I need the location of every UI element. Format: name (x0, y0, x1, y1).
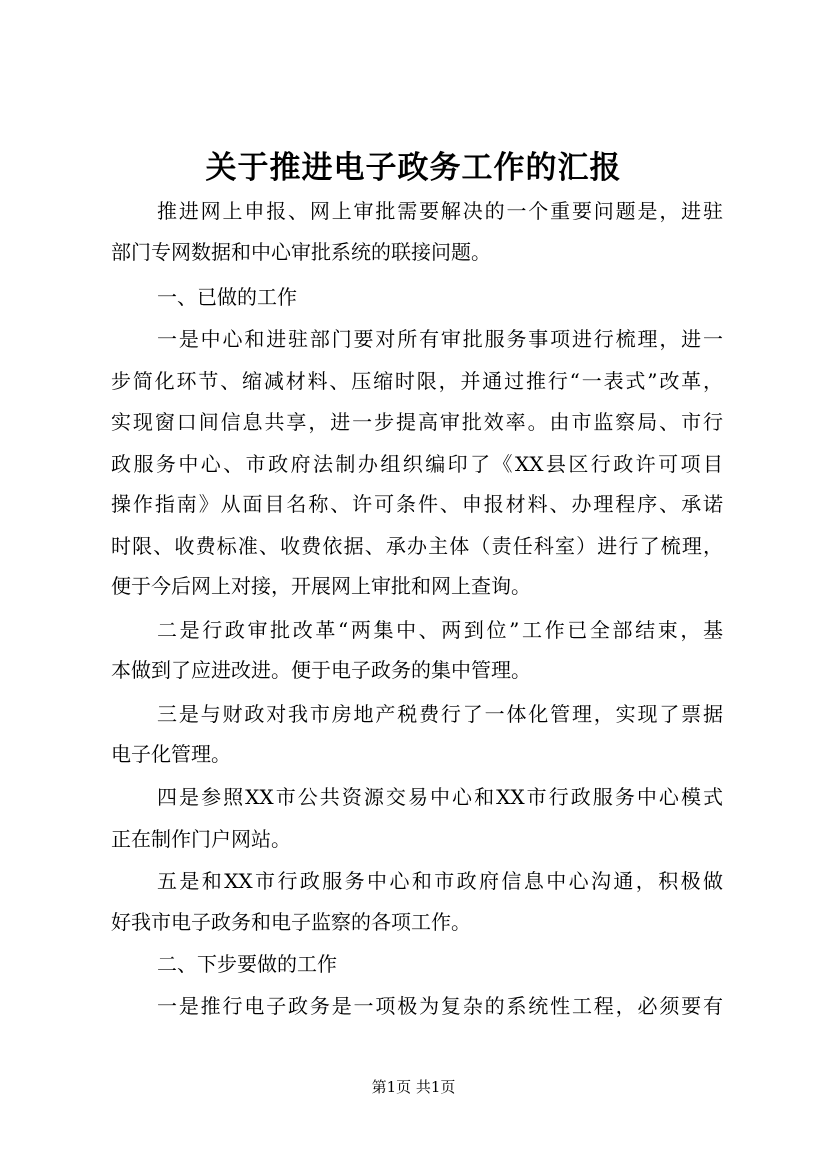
text-line: 实现窗口间信息共享，进一步提高审批效率。由市监察局、市行 (111, 410, 723, 434)
page-number-footer: 第1页 共1页 (371, 1078, 456, 1096)
text-line: 政服务中心、市政府法制办组织编印了《XX县区行政许可项目 (111, 452, 723, 476)
section-heading: 二、下步要做的工作 (157, 952, 337, 976)
text-line: 操作指南》从面目名称、许可条件、申报材料、办理程序、承诺 (111, 492, 723, 516)
text-line: 正在制作门户网站。 (111, 827, 291, 851)
text-line: 一是推行电子政务是一项极为复杂的系统性工程，必须要有 (157, 994, 723, 1018)
text-line: 一是中心和进驻部门要对所有审批服务事项进行梳理，进一 (157, 327, 723, 351)
text-line: 二是行政审批改革“两集中、两到位”工作已全部结束，基 (157, 618, 723, 642)
text-line: 部门专网数据和中心审批系统的联接问题。 (111, 240, 491, 264)
text-line: 推进网上申报、网上审批需要解决的一个重要问题是，进驻 (157, 199, 723, 223)
text-line: 三是与财政对我市房地产税费行了一体化管理，实现了票据 (157, 702, 723, 726)
text-line: 步简化环节、缩减材料、压缩时限，并通过推行“一表式”改革， (111, 369, 723, 393)
document-title: 关于推进电子政务工作的汇报 (205, 150, 622, 186)
text-line: 电子化管理。 (111, 742, 231, 766)
text-line: 便于今后网上对接，开展网上审批和网上查询。 (111, 574, 531, 598)
text-line: 好我市电子政务和电子监察的各项工作。 (111, 910, 471, 934)
section-heading: 一、已做的工作 (157, 285, 297, 309)
text-line: 时限、收费标准、收费依据、承办主体（责任科室）进行了梳理， (111, 534, 723, 558)
text-line: 五是和XX市行政服务中心和市政府信息中心沟通，积极做 (157, 869, 723, 893)
text-line: 四是参照XX市公共资源交易中心和XX市行政服务中心模式 (157, 785, 723, 809)
text-line: 本做到了应进改进。便于电子政务的集中管理。 (111, 658, 531, 682)
